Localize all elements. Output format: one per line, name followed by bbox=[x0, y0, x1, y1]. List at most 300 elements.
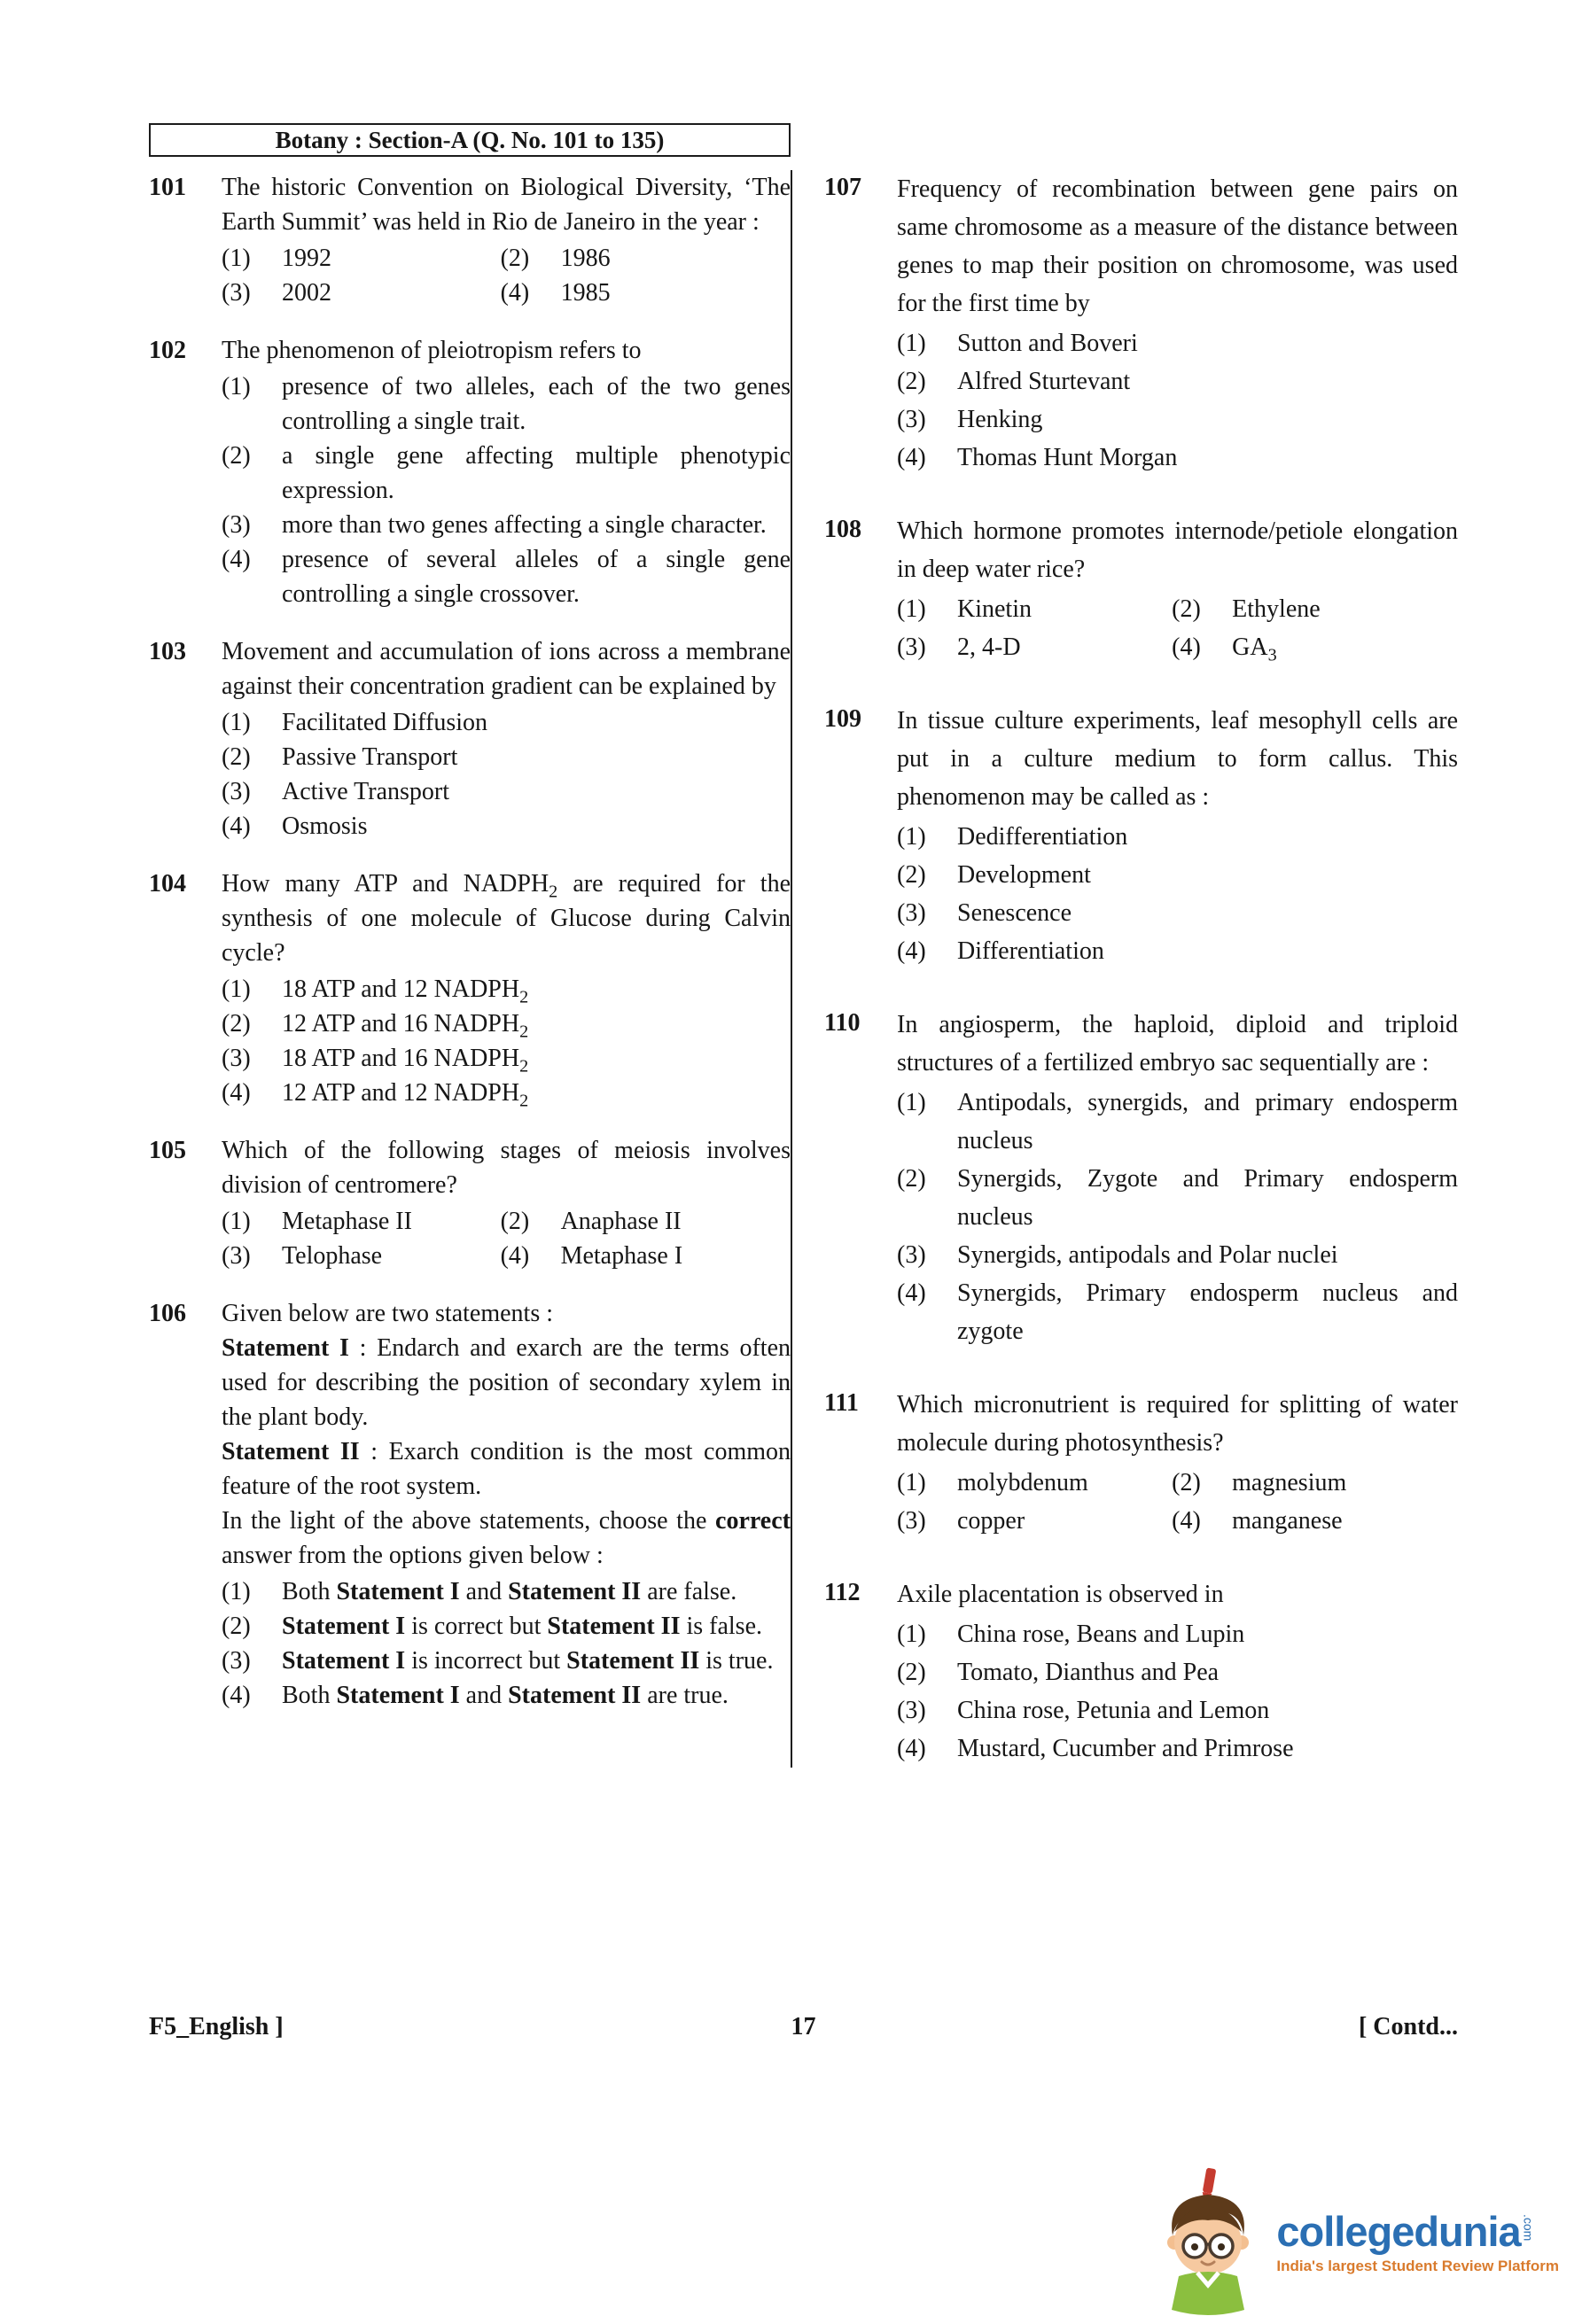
option-109-4 bbox=[897, 932, 1458, 970]
text-segment: Facilitated Diffusion bbox=[282, 709, 487, 736]
option-103-2 bbox=[222, 740, 791, 774]
question-number: 105 bbox=[149, 1137, 186, 1164]
option-101-1 bbox=[222, 241, 501, 276]
subscript-text: 2 bbox=[519, 987, 529, 1007]
subscript-text: 2 bbox=[519, 1091, 529, 1111]
brand-name: collegedunia bbox=[1276, 2207, 1521, 2255]
option-label: (3) bbox=[897, 1507, 926, 1535]
text-segment: 1992 bbox=[282, 245, 331, 272]
text-segment: Anaphase II bbox=[560, 1208, 682, 1235]
option-label: (4) bbox=[222, 546, 251, 573]
question-text bbox=[222, 634, 791, 703]
question-content bbox=[897, 512, 1458, 666]
question-number: 106 bbox=[149, 1300, 186, 1327]
option-label: (2) bbox=[1172, 1469, 1201, 1496]
question-text bbox=[222, 867, 791, 970]
text-segment: Statement I bbox=[282, 1647, 406, 1675]
option-text bbox=[282, 1204, 501, 1239]
option-103-3 bbox=[222, 774, 791, 809]
option-label: (4) bbox=[222, 1682, 251, 1709]
text-segment: Development bbox=[957, 861, 1091, 889]
option-107-2 bbox=[897, 362, 1458, 400]
option-101-4 bbox=[501, 276, 791, 310]
text-segment: Passive Transport bbox=[282, 743, 458, 771]
option-label: (2) bbox=[222, 743, 251, 771]
question-111 bbox=[824, 1386, 1458, 1540]
logo-text-block bbox=[1276, 2207, 1559, 2275]
text-segment: Statement I bbox=[336, 1682, 460, 1709]
text-segment: is false. bbox=[680, 1613, 762, 1640]
option-label: (4) bbox=[897, 444, 926, 471]
text-segment: Differentiation bbox=[957, 937, 1104, 965]
question-number: 111 bbox=[824, 1389, 859, 1417]
text-segment: answer from the options given below : bbox=[222, 1542, 604, 1569]
option-106-4 bbox=[222, 1678, 791, 1713]
question-text bbox=[222, 333, 791, 368]
option-107-4 bbox=[897, 439, 1458, 477]
text-segment: Synergids, antipodals and Polar nuclei bbox=[957, 1241, 1338, 1269]
option-label: (2) bbox=[500, 1208, 530, 1235]
option-text bbox=[957, 818, 1458, 856]
option-label: (4) bbox=[1172, 1507, 1201, 1535]
option-label: (3) bbox=[897, 1241, 926, 1269]
option-label: (4) bbox=[897, 1735, 926, 1762]
option-label: (3) bbox=[222, 1647, 251, 1675]
option-text bbox=[957, 628, 1172, 666]
text-segment: Frequency of recombination between gene pairs on same chromosome as a measure of the distance between genes to map their position on chromosome, was used for the first time by bbox=[897, 175, 1458, 317]
option-108-3 bbox=[897, 628, 1172, 666]
brand-tagline: India's largest Student Review Platform bbox=[1276, 2257, 1559, 2274]
option-text bbox=[957, 400, 1458, 439]
option-label: (4) bbox=[222, 1079, 251, 1107]
question-104 bbox=[149, 867, 791, 1110]
question-107 bbox=[824, 170, 1458, 477]
option-text bbox=[957, 1691, 1458, 1729]
option-text bbox=[957, 590, 1172, 628]
options bbox=[222, 241, 791, 310]
subscript-text: 2 bbox=[519, 1022, 529, 1042]
text-segment: Dedifferentiation bbox=[957, 823, 1128, 851]
option-102-4 bbox=[222, 542, 791, 611]
option-107-3 bbox=[897, 400, 1458, 439]
text-segment: Senescence bbox=[957, 899, 1072, 927]
option-label: (4) bbox=[222, 812, 251, 840]
option-label: (1) bbox=[897, 1469, 926, 1496]
text-segment: presence of two alleles, each of the two genes controlling a single trait. bbox=[282, 373, 791, 435]
option-text bbox=[561, 276, 791, 310]
option-109-3 bbox=[897, 894, 1458, 932]
option-label: (3) bbox=[222, 511, 251, 539]
text-segment: Active Transport bbox=[282, 778, 449, 805]
text-segment: 2, 4-D bbox=[957, 633, 1021, 661]
option-text bbox=[282, 1239, 501, 1273]
option-109-2 bbox=[897, 856, 1458, 894]
subscript-text: 2 bbox=[549, 882, 558, 902]
text-segment: 2002 bbox=[282, 279, 331, 307]
option-text bbox=[561, 241, 791, 276]
text-segment: correct bbox=[715, 1507, 791, 1535]
option-text bbox=[957, 932, 1458, 970]
text-segment: Mustard, Cucumber and Primrose bbox=[957, 1735, 1294, 1762]
brand-wordmark bbox=[1276, 2207, 1559, 2255]
text-segment: presence of several alleles of a single gene controlling a single crossover. bbox=[282, 546, 791, 608]
text-segment: In angiosperm, the haploid, diploid and triploid structures of a fertilized embryo sac sequentially are : bbox=[897, 1011, 1458, 1077]
option-label: (3) bbox=[897, 899, 926, 927]
option-text bbox=[282, 809, 791, 843]
option-label: (2) bbox=[897, 1659, 926, 1686]
text-segment: Sutton and Boveri bbox=[957, 330, 1138, 357]
question-number: 103 bbox=[149, 638, 186, 665]
option-text bbox=[957, 1236, 1458, 1274]
question-text bbox=[222, 170, 791, 239]
options bbox=[897, 1084, 1458, 1350]
option-text bbox=[282, 508, 791, 542]
text-segment: Statement I bbox=[336, 1578, 460, 1605]
question-content bbox=[222, 634, 791, 843]
option-text bbox=[957, 1615, 1458, 1653]
options bbox=[222, 972, 791, 1110]
option-110-2 bbox=[897, 1160, 1458, 1236]
text-segment: more than two genes affecting a single character. bbox=[282, 511, 767, 539]
text-segment: In tissue culture experiments, leaf mesophyll cells are put in a culture medium to form callus. This phenomenon may be called as : bbox=[897, 707, 1458, 811]
question-number: 107 bbox=[824, 174, 861, 201]
option-text bbox=[957, 1464, 1172, 1502]
text-segment: Henking bbox=[957, 406, 1043, 433]
text-segment: Statement II bbox=[508, 1682, 642, 1709]
text-segment: Statement II bbox=[222, 1438, 360, 1465]
option-text bbox=[282, 542, 791, 611]
question-content bbox=[222, 333, 791, 611]
options bbox=[897, 1615, 1458, 1768]
question-number: 108 bbox=[824, 516, 861, 543]
option-text bbox=[561, 1239, 791, 1273]
footer-contd-label: [ Contd... bbox=[1358, 2013, 1458, 2040]
option-label: (4) bbox=[897, 1279, 926, 1307]
text-segment: The historic Convention on Biological Diversity, ‘The Earth Summit’ was held in Rio de Janeiro in the year : bbox=[222, 174, 791, 236]
option-text bbox=[282, 1644, 791, 1678]
option-text bbox=[282, 241, 501, 276]
question-108 bbox=[824, 512, 1458, 666]
option-label: (2) bbox=[222, 442, 251, 470]
option-label: (2) bbox=[500, 245, 530, 272]
option-text bbox=[957, 1274, 1458, 1350]
option-102-1 bbox=[222, 369, 791, 439]
option-112-3 bbox=[897, 1691, 1458, 1729]
text-segment: Thomas Hunt Morgan bbox=[957, 444, 1178, 471]
option-105-4 bbox=[501, 1239, 791, 1273]
option-label: (4) bbox=[897, 937, 926, 965]
question-number: 104 bbox=[149, 870, 186, 898]
question-text bbox=[222, 1504, 791, 1573]
option-text bbox=[1232, 1464, 1458, 1502]
option-text bbox=[957, 856, 1458, 894]
question-105 bbox=[149, 1133, 791, 1273]
text-segment: The phenomenon of pleiotropism refers to bbox=[222, 337, 642, 364]
option-108-1 bbox=[897, 590, 1172, 628]
option-text bbox=[561, 1204, 791, 1239]
collegedunia-logo bbox=[1150, 2166, 1559, 2319]
text-segment: is correct but bbox=[405, 1613, 548, 1640]
option-text bbox=[957, 1160, 1458, 1236]
text-segment: 1985 bbox=[560, 279, 611, 307]
option-text bbox=[282, 1007, 791, 1041]
option-text bbox=[282, 740, 791, 774]
option-label: (2) bbox=[897, 1165, 926, 1193]
option-text bbox=[282, 1041, 791, 1076]
option-110-4 bbox=[897, 1274, 1458, 1350]
question-content bbox=[897, 1575, 1458, 1768]
text-segment: Statement I bbox=[282, 1613, 406, 1640]
question-columns bbox=[149, 170, 1458, 1768]
option-110-1 bbox=[897, 1084, 1458, 1160]
text-segment: Both bbox=[282, 1578, 337, 1605]
option-label: (2) bbox=[222, 1010, 251, 1038]
text-segment: Movement and accumulation of ions across a membrane against their concentration gradient can be explained by bbox=[222, 638, 791, 700]
option-105-1 bbox=[222, 1204, 501, 1239]
text-segment: Alfred Sturtevant bbox=[957, 368, 1131, 395]
option-101-2 bbox=[501, 241, 791, 276]
options bbox=[897, 1464, 1458, 1540]
option-text bbox=[1232, 1502, 1458, 1540]
text-segment: are required for the synthesis of one molecule of Glucose during Calvin cycle? bbox=[222, 870, 791, 967]
question-text bbox=[897, 170, 1458, 323]
option-label: (2) bbox=[897, 861, 926, 889]
option-text bbox=[282, 1574, 791, 1609]
section-title: Botany : Section-A (Q. No. 101 to 135) bbox=[275, 126, 665, 153]
question-text bbox=[222, 1434, 791, 1504]
question-content bbox=[222, 170, 791, 310]
text-segment: 12 ATP and 16 NADPH bbox=[282, 1010, 520, 1038]
question-103 bbox=[149, 634, 791, 843]
text-segment: are true. bbox=[641, 1682, 729, 1709]
subscript-text: 3 bbox=[1267, 645, 1277, 665]
text-segment: Statement II bbox=[547, 1613, 681, 1640]
option-text bbox=[282, 1076, 791, 1110]
option-label: (1) bbox=[222, 1208, 251, 1235]
option-text bbox=[957, 324, 1458, 362]
options bbox=[222, 369, 791, 611]
option-label: (1) bbox=[222, 975, 251, 1003]
question-text bbox=[222, 1331, 791, 1434]
option-text bbox=[1232, 628, 1458, 666]
option-106-2 bbox=[222, 1609, 791, 1644]
text-segment: Given below are two statements : bbox=[222, 1300, 554, 1327]
text-segment: GA bbox=[1232, 633, 1268, 661]
text-segment: Both bbox=[282, 1682, 337, 1709]
subscript-text: 2 bbox=[519, 1056, 529, 1077]
question-109 bbox=[824, 702, 1458, 970]
text-segment: Tomato, Dianthus and Pea bbox=[957, 1659, 1220, 1686]
text-segment: Ethylene bbox=[1232, 595, 1321, 623]
option-105-3 bbox=[222, 1239, 501, 1273]
option-102-3 bbox=[222, 508, 791, 542]
option-101-3 bbox=[222, 276, 501, 310]
question-content bbox=[897, 1386, 1458, 1540]
question-text bbox=[897, 1575, 1458, 1613]
option-text bbox=[282, 1609, 791, 1644]
option-label: (1) bbox=[897, 1089, 926, 1116]
text-segment: is incorrect but bbox=[405, 1647, 567, 1675]
option-text bbox=[282, 276, 501, 310]
question-content bbox=[897, 170, 1458, 477]
options bbox=[222, 705, 791, 843]
text-segment: Antipodals, synergids, and primary endosperm nucleus bbox=[957, 1089, 1458, 1154]
text-segment: How many ATP and NADPH bbox=[222, 870, 549, 898]
text-segment: and bbox=[459, 1578, 509, 1605]
text-segment: manganese bbox=[1232, 1507, 1343, 1535]
text-segment: Axile placentation is observed in bbox=[897, 1581, 1224, 1608]
option-label: (1) bbox=[222, 373, 251, 400]
option-label: (1) bbox=[897, 330, 926, 357]
option-label: (2) bbox=[1172, 595, 1201, 623]
option-108-2 bbox=[1172, 590, 1458, 628]
text-segment: Which hormone promotes internode/petiole elongation in deep water rice? bbox=[897, 517, 1458, 583]
option-105-2 bbox=[501, 1204, 791, 1239]
option-112-2 bbox=[897, 1653, 1458, 1691]
option-102-2 bbox=[222, 439, 791, 508]
question-102 bbox=[149, 333, 791, 611]
text-segment: Metaphase II bbox=[282, 1208, 412, 1235]
option-label: (1) bbox=[897, 1621, 926, 1648]
question-content bbox=[897, 1006, 1458, 1350]
option-text bbox=[282, 1678, 791, 1713]
question-112 bbox=[824, 1575, 1458, 1768]
option-text bbox=[957, 439, 1458, 477]
question-text bbox=[222, 1133, 791, 1202]
option-label: (3) bbox=[897, 633, 926, 661]
right-question-column bbox=[792, 170, 1458, 1768]
text-segment: 18 ATP and 16 NADPH bbox=[282, 1045, 520, 1072]
option-label: (3) bbox=[222, 279, 251, 307]
footer-page-number: 17 bbox=[791, 2013, 816, 2040]
option-111-1 bbox=[897, 1464, 1172, 1502]
text-segment: China rose, Petunia and Lemon bbox=[957, 1697, 1270, 1724]
question-text bbox=[897, 1386, 1458, 1462]
option-text bbox=[282, 774, 791, 809]
option-text bbox=[957, 1084, 1458, 1160]
text-segment: Metaphase I bbox=[560, 1242, 683, 1270]
option-label: (1) bbox=[897, 595, 926, 623]
option-text bbox=[957, 1502, 1172, 1540]
option-text bbox=[282, 705, 791, 740]
text-segment: Telophase bbox=[282, 1242, 383, 1270]
options bbox=[897, 324, 1458, 477]
text-segment: Statement II bbox=[508, 1578, 642, 1605]
text-segment: magnesium bbox=[1232, 1469, 1347, 1496]
option-label: (3) bbox=[222, 778, 251, 805]
question-number: 102 bbox=[149, 337, 186, 364]
option-text bbox=[957, 894, 1458, 932]
option-109-1 bbox=[897, 818, 1458, 856]
option-label: (3) bbox=[897, 1697, 926, 1724]
question-number: 110 bbox=[824, 1009, 861, 1037]
question-content bbox=[897, 702, 1458, 970]
brand-domain-suffix: .com bbox=[1521, 2213, 1536, 2241]
text-segment: Kinetin bbox=[957, 595, 1032, 623]
text-segment: Synergids, Primary endosperm nucleus and zygote bbox=[957, 1279, 1458, 1345]
option-label: (1) bbox=[897, 823, 926, 851]
option-106-1 bbox=[222, 1574, 791, 1609]
option-text bbox=[957, 1729, 1458, 1768]
text-segment: are false. bbox=[641, 1578, 737, 1605]
text-segment: is true. bbox=[699, 1647, 774, 1675]
option-110-3 bbox=[897, 1236, 1458, 1274]
option-112-4 bbox=[897, 1729, 1458, 1768]
text-segment: 18 ATP and 12 NADPH bbox=[282, 975, 520, 1003]
option-111-4 bbox=[1172, 1502, 1458, 1540]
text-segment: 1986 bbox=[560, 245, 611, 272]
options bbox=[222, 1574, 791, 1713]
option-104-1 bbox=[222, 972, 791, 1007]
question-106 bbox=[149, 1296, 791, 1713]
question-number: 109 bbox=[824, 705, 861, 733]
option-label: (2) bbox=[222, 1613, 251, 1640]
option-text bbox=[957, 362, 1458, 400]
option-108-4 bbox=[1172, 628, 1458, 666]
text-segment: molybdenum bbox=[957, 1469, 1088, 1496]
text-segment: In the light of the above statements, choose the bbox=[222, 1507, 716, 1535]
option-107-1 bbox=[897, 324, 1458, 362]
option-103-4 bbox=[222, 809, 791, 843]
question-number: 101 bbox=[149, 174, 186, 201]
text-segment: 12 ATP and 12 NADPH bbox=[282, 1079, 520, 1107]
question-number: 112 bbox=[824, 1579, 861, 1606]
question-text bbox=[897, 512, 1458, 588]
option-label: (1) bbox=[222, 709, 251, 736]
option-label: (1) bbox=[222, 1578, 251, 1605]
mascot-icon bbox=[1150, 2166, 1266, 2319]
option-104-4 bbox=[222, 1076, 791, 1110]
page-footer bbox=[149, 2013, 1458, 2048]
option-text bbox=[282, 369, 791, 439]
left-question-column bbox=[149, 170, 791, 1768]
text-segment: Osmosis bbox=[282, 812, 368, 840]
text-segment: : Endarch and exarch are the terms often used for describing the position of secondary xylem in the plant body. bbox=[222, 1334, 791, 1431]
text-segment: Statement II bbox=[566, 1647, 700, 1675]
option-label: (4) bbox=[1172, 633, 1201, 661]
option-text bbox=[1232, 590, 1458, 628]
option-label: (3) bbox=[222, 1242, 251, 1270]
question-110 bbox=[824, 1006, 1458, 1350]
option-104-2 bbox=[222, 1007, 791, 1041]
option-text bbox=[282, 439, 791, 508]
question-text bbox=[897, 702, 1458, 816]
option-111-2 bbox=[1172, 1464, 1458, 1502]
option-label: (2) bbox=[897, 368, 926, 395]
question-text bbox=[897, 1006, 1458, 1082]
question-content bbox=[222, 867, 791, 1110]
question-text bbox=[222, 1296, 791, 1331]
option-103-1 bbox=[222, 705, 791, 740]
question-content bbox=[222, 1133, 791, 1273]
option-112-1 bbox=[897, 1615, 1458, 1653]
text-segment: Synergids, Zygote and Primary endosperm nucleus bbox=[957, 1165, 1458, 1231]
option-104-3 bbox=[222, 1041, 791, 1076]
options bbox=[897, 590, 1458, 666]
text-segment: Which micronutrient is required for splitting of water molecule during photosynthesis? bbox=[897, 1391, 1458, 1457]
text-segment: Statement I bbox=[222, 1334, 349, 1362]
option-label: (3) bbox=[897, 406, 926, 433]
option-label: (3) bbox=[222, 1045, 251, 1072]
text-segment: Which of the following stages of meiosis involves division of centromere? bbox=[222, 1137, 791, 1199]
question-101 bbox=[149, 170, 791, 310]
option-text bbox=[957, 1653, 1458, 1691]
text-segment: : Exarch condition is the most common feature of the root system. bbox=[222, 1438, 791, 1500]
option-label: (1) bbox=[222, 245, 251, 272]
options bbox=[222, 1204, 791, 1273]
text-segment: copper bbox=[957, 1507, 1025, 1535]
option-label: (4) bbox=[500, 279, 530, 307]
